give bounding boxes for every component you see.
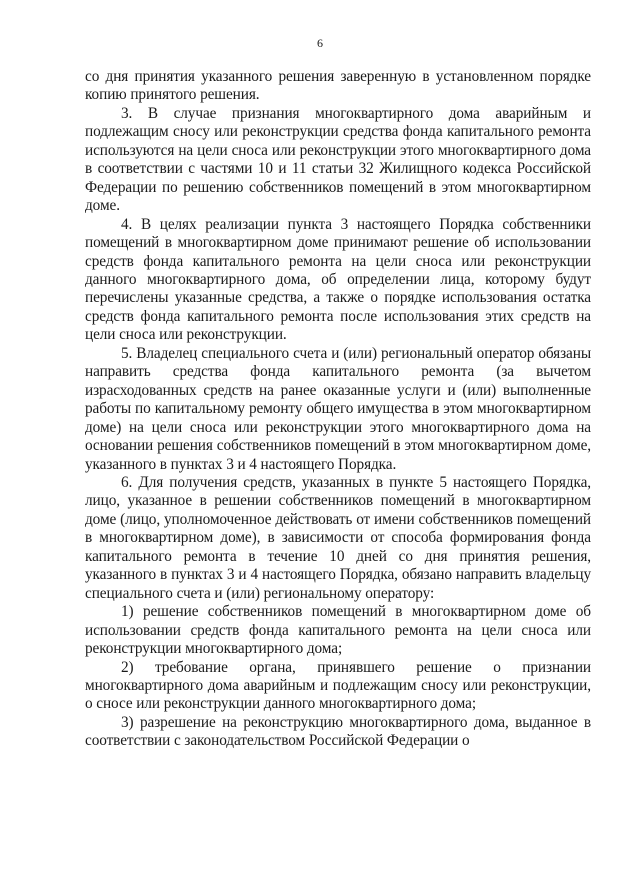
document-body xyxy=(85,68,591,751)
subitem-3: 3) разрешение на реконструкцию многоквартирного дома, выданное в соответствии с законодательством Российской Федерации о xyxy=(85,713,591,750)
paragraph-item-6: 6. Для получения средств, указанных в пункте 5 настоящего Порядка, лицо, указанное в решении собственников помещений в многоквартирном доме (лицо, уполномоченное действовать от имени собственников помещений в многоквартирном доме), в зависимости от способа формирования фонда капитального ремонта в течение 10 дней со дня принятия решения, указанного в пунктах 3 и 4 настоящего Порядка, обязано направить владельцу специального счета и (или) региональному оператору: xyxy=(85,473,591,602)
subitem-2: 2) требование органа, принявшего решение о признании многоквартирного дома аварийным и подлежащим сносу или реконструкции, о сносе или реконструкции данного многоквартирного дома; xyxy=(85,658,591,713)
paragraph-item-3: 3. В случае признания многоквартирного дома аварийным и подлежащим сносу или реконструкции средства фонда капитального ремонта используются на цели сноса или реконструкции этого многоквартирного дома в соответствии с частями 10 и 11 статьи 32 Жилищного кодекса Российской Федерации по решению собственников помещений в этом многоквартирном доме. xyxy=(85,104,591,215)
paragraph-item-4: 4. В целях реализации пункта 3 настоящего Порядка собственники помещений в многоквартирном доме принимают решение об использовании средств фонда капитального ремонта на цели сноса или реконструкции данного многоквартирного дома, об определении лица, которому будут перечислены указанные средства, а также о порядке использования остатка средств фонда капитального ремонта после использования этих средств на цели сноса или реконструкции. xyxy=(85,215,591,344)
page-number: 6 xyxy=(317,36,323,50)
subitem-1: 1) решение собственников помещений в многоквартирном доме об использовании средств фонда капитального ремонта на цели сноса или реконструкции многоквартирного дома; xyxy=(85,603,591,658)
paragraph-item-5: 5. Владелец специального счета и (или) региональный оператор обязаны направить средства фонда капитального ремонта (за вычетом израсходованных средств на ранее оказанные услуги и (или) выполненные работы по капитальному ремонту общего имущества в этом многоквартирном доме) на цели сноса или реконструкции этого многоквартирного дома на основании решения собственников помещений в этом многоквартирном доме, указанного в пунктах 3 и 4 настоящего Порядка. xyxy=(85,344,591,473)
paragraph-continuation: со дня принятия указанного решения заверенную в установленном порядке копию принятого решения. xyxy=(85,68,591,104)
